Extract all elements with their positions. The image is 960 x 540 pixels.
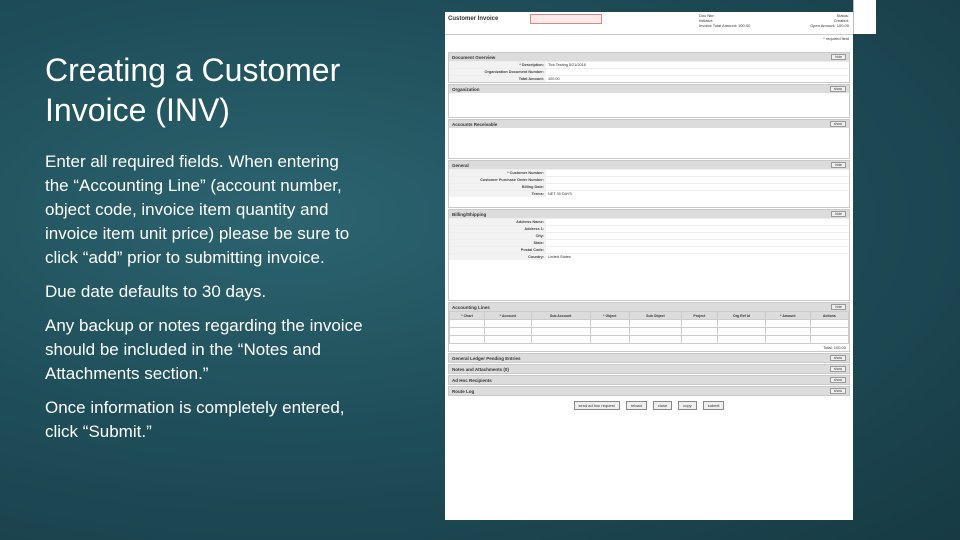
slide-title: Creating a Customer Invoice (INV) xyxy=(45,52,341,128)
section-title: Accounting Lines xyxy=(452,304,490,310)
section-general xyxy=(448,160,850,208)
required-note: * required field xyxy=(823,36,849,41)
section-accounting-lines xyxy=(448,302,850,352)
section-route-log xyxy=(448,386,850,396)
show-button[interactable]: show xyxy=(830,121,846,127)
instruction-notes: Any backup or notes regarding the invoice should be included in the “Notes and Attachments section.” xyxy=(45,316,363,383)
address-1-input[interactable] xyxy=(546,226,849,232)
city-input[interactable] xyxy=(546,233,849,239)
hide-button[interactable]: hide xyxy=(831,304,846,310)
document-actions xyxy=(445,397,853,414)
doc-meta xyxy=(699,13,849,28)
column-header: * Amount xyxy=(766,312,811,320)
section-gl-pending-entries xyxy=(448,353,850,363)
column-header: * Chart xyxy=(450,312,485,320)
table-row xyxy=(450,336,849,344)
meta-label: Status: xyxy=(836,13,849,18)
section-title: Document Overview xyxy=(452,54,496,60)
instruction-submit: Once information is completely entered, click “Submit.” xyxy=(45,398,345,441)
section-title: Billing/Shipping xyxy=(452,211,487,217)
hide-button[interactable]: hide xyxy=(831,162,846,168)
close-button[interactable]: close xyxy=(653,401,672,410)
section-title: Ad Hoc Recipients xyxy=(452,377,492,383)
country-value: United States xyxy=(548,255,571,259)
column-header: * Account xyxy=(485,312,531,320)
hide-button[interactable]: hide xyxy=(831,211,846,217)
section-title: Accounts Receivable xyxy=(452,121,498,127)
doc-title: Customer Invoice xyxy=(448,16,499,22)
meta-label: Initiator: xyxy=(699,18,714,23)
show-button[interactable]: show xyxy=(830,86,846,92)
field-label: Country: xyxy=(449,254,546,260)
meta-label: Doc Nbr: xyxy=(699,13,715,18)
show-button[interactable]: show xyxy=(830,388,846,394)
field-label: Customer Purchase Order Number: xyxy=(449,177,546,183)
show-button[interactable]: show xyxy=(830,377,846,383)
section-billing-shipping xyxy=(448,209,850,301)
field-label: Address 1: xyxy=(449,226,546,232)
field-label: Postal Code: xyxy=(449,247,546,253)
field-label: * Description: xyxy=(449,62,546,68)
slide-body xyxy=(45,150,365,454)
section-title: General Ledger Pending Entries xyxy=(452,355,521,361)
section-accounts-receivable xyxy=(448,119,850,159)
billing-date-input[interactable] xyxy=(546,184,849,190)
submit-button[interactable]: submit xyxy=(703,401,725,410)
field-label: Total Amount: xyxy=(449,76,546,82)
reload-button[interactable]: reload xyxy=(626,401,647,410)
description-input[interactable]: Tick Testing 5/21/2018 xyxy=(548,63,586,67)
section-document-overview xyxy=(448,52,850,83)
meta-open-amount: Open Amount: 100.00 xyxy=(810,23,849,28)
hide-button[interactable]: hide xyxy=(831,54,846,60)
column-header: Actions xyxy=(810,312,848,320)
field-label: Address Name: xyxy=(449,219,546,225)
show-button[interactable]: show xyxy=(830,355,846,361)
field-label: Billing Date: xyxy=(449,184,546,190)
meta-label: Created: xyxy=(833,18,849,23)
accounting-total: Total: 100.00 xyxy=(823,345,846,350)
field-label: Organization Document Number: xyxy=(449,69,546,75)
org-doc-number-input[interactable] xyxy=(546,69,849,75)
instruction-required-fields: Enter all required fields. When entering the “Accounting Line” (account number, object code, invoice item quantity and invoice item unit price) please be sure to click “add” prior to submitting invoice. xyxy=(45,152,350,267)
section-title: Organization xyxy=(452,86,480,92)
copy-button[interactable]: copy xyxy=(678,401,696,410)
column-header: Sub Account xyxy=(531,312,590,320)
address-name-input[interactable] xyxy=(546,219,849,225)
column-header: Org Ref Id xyxy=(717,312,765,320)
table-row xyxy=(450,328,849,336)
postal-code-input[interactable] xyxy=(546,247,849,253)
column-header: Sub Object xyxy=(629,312,681,320)
show-button[interactable]: show xyxy=(830,366,846,372)
error-message-box xyxy=(530,14,602,24)
field-label: City: xyxy=(449,233,546,239)
accounting-lines-table xyxy=(449,311,849,344)
section-ad-hoc-recipients xyxy=(448,375,850,385)
doc-header xyxy=(445,12,853,35)
customer-po-input[interactable] xyxy=(546,177,849,183)
section-organization xyxy=(448,84,850,118)
state-input[interactable] xyxy=(546,240,849,246)
field-label: State: xyxy=(449,240,546,246)
invoice-screenshot xyxy=(445,12,853,520)
terms-value: NET 30 DAYS xyxy=(548,192,572,196)
section-notes-attachments xyxy=(448,364,850,374)
send-ad-hoc-request-button[interactable]: send ad hoc request xyxy=(574,401,620,410)
instruction-due-date: Due date defaults to 30 days. xyxy=(45,282,267,301)
customer-number-input[interactable] xyxy=(546,170,849,176)
section-title: Notes and Attachments (0) xyxy=(452,366,509,372)
total-amount-value: 100.00 xyxy=(548,77,560,81)
field-label: Terms: xyxy=(449,191,546,197)
section-title: Route Log xyxy=(452,388,475,394)
field-label: * Customer Number: xyxy=(449,170,546,176)
column-header: Project xyxy=(681,312,717,320)
column-header: * Object xyxy=(590,312,629,320)
scrollbar-fragment xyxy=(853,0,876,34)
table-row xyxy=(450,320,849,328)
meta-invoice-total: Invoice Total Amount: 100.00 xyxy=(699,23,751,28)
section-title: General xyxy=(452,162,469,168)
